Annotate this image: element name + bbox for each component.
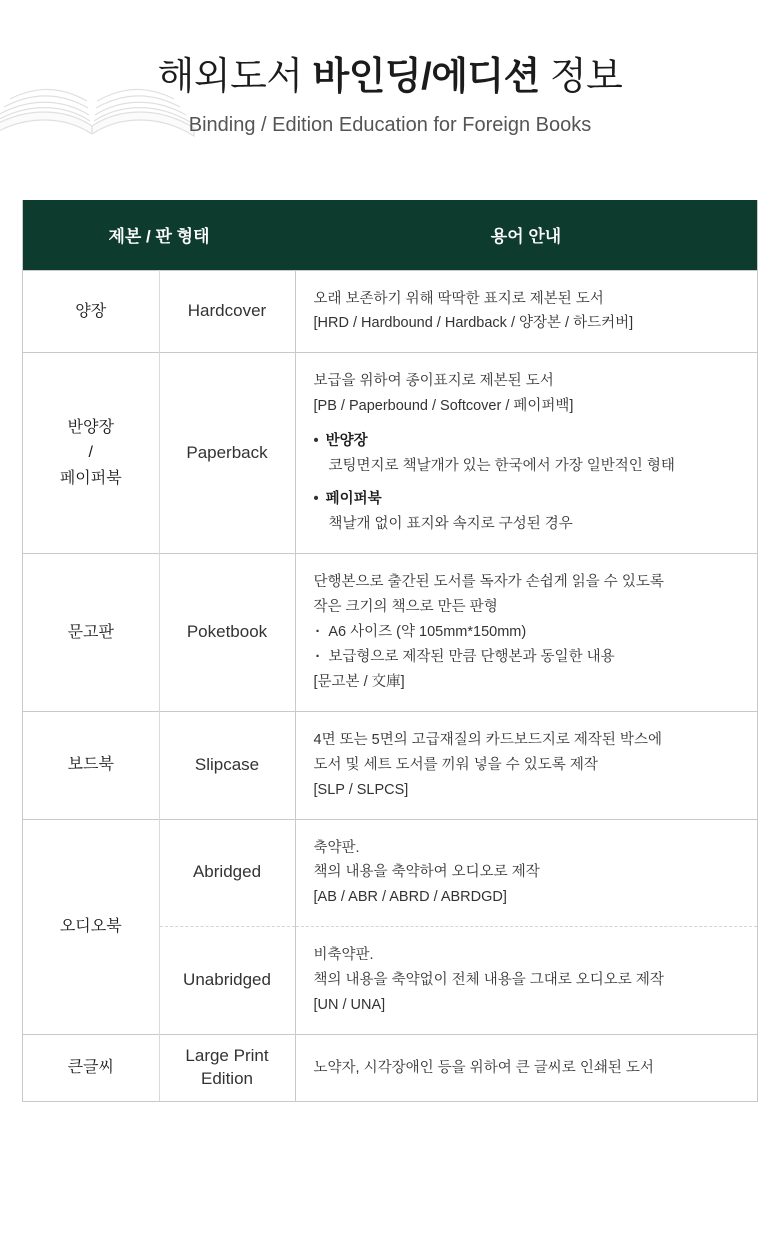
bullet-list (314, 429, 740, 537)
page-header (0, 0, 780, 190)
bullet-title: • 반양장 (314, 433, 368, 449)
description-line: [SLP / SLPCS] (313, 781, 409, 798)
description-line: [UN / UNA] (313, 997, 386, 1014)
table-head (23, 200, 757, 270)
description-line: 책의 내용을 축약하여 오디오로 제작 (313, 864, 540, 881)
description-line: 비축약판. (313, 947, 374, 964)
cell-english-term: Hardcover (159, 270, 295, 353)
cell-description (295, 353, 757, 554)
description-line: 보급을 위하여 종이표지로 제본된 도서 (313, 373, 554, 390)
cell-korean-term: 양장 (23, 270, 159, 353)
page-subtitle: Binding / Edition Education for Foreign Books (188, 113, 592, 136)
cell-description (295, 927, 757, 1035)
description-bullet: · A6 사이즈 (약 105mm*150mm) (314, 620, 740, 645)
binding-table-container (22, 200, 758, 1102)
description-line: 도서 및 세트 도서를 끼워 넣을 수 있도록 제작 (313, 756, 598, 773)
cell-korean-term: 반양장 / 페이퍼북 (23, 353, 159, 554)
description-line: 단행본으로 출간된 도서를 독자가 손쉽게 읽을 수 있도록 (313, 574, 664, 590)
table-row (23, 1035, 757, 1101)
description-line: 노약자, 시각장애인 등을 위하여 큰 글씨로 인쇄된 도서 (313, 1059, 654, 1076)
bullet-title: • 페이퍼북 (314, 491, 382, 507)
page-title-part3: 정보 (539, 56, 623, 98)
description-line: [AB / ABR / ABRD / ABRDGD] (313, 889, 507, 906)
page-title (0, 56, 780, 100)
table-row (23, 554, 757, 712)
cell-description (295, 819, 757, 927)
binding-table (23, 200, 757, 1101)
bullet-item (314, 429, 740, 479)
cell-description (295, 711, 757, 819)
cell-korean-term: 보드북 (23, 711, 159, 819)
description-line: 축약판. (313, 839, 360, 856)
table-row (23, 711, 757, 819)
cell-english-term: Abridged (159, 819, 295, 927)
cell-description (295, 270, 757, 353)
header-cell-terms: 용어 안내 (295, 200, 757, 270)
bullet-item (314, 487, 740, 537)
description-line: 작은 크기의 책으로 만든 판형 (313, 598, 498, 615)
header-text-block (0, 0, 780, 137)
description-line: 오래 보존하기 위해 딱딱한 표지로 제본된 도서 (313, 290, 604, 307)
cell-english-term: Slipcase (159, 711, 295, 819)
cell-korean-term: 문고판 (23, 554, 159, 712)
description-line: 4면 또는 5면의 고급재질의 카드보드지로 제작된 박스에 (313, 731, 662, 748)
description-line: [HRD / Hardbound / Hardback / 양장본 / 하드커버] (313, 315, 634, 332)
bullet-description: 책날개 없이 표지와 속지로 구성된 경우 (328, 516, 573, 533)
cell-korean-term: 오디오북 (23, 819, 159, 1035)
table-body (23, 270, 757, 1101)
cell-description (295, 1035, 757, 1101)
table-row (23, 270, 757, 353)
page-title-part1: 해외도서 (157, 56, 313, 98)
table-row (23, 819, 757, 927)
description-line: [PB / Paperbound / Softcover / 페이퍼백] (313, 398, 574, 415)
description-line: [문고본 / 文庫] (313, 673, 405, 690)
page-title-part2: 바인딩/에디션 (312, 56, 540, 98)
cell-english-term: Unabridged (159, 927, 295, 1035)
bullet-description: 코팅면지로 책날개가 있는 한국에서 가장 일반적인 형태 (328, 458, 675, 475)
description-bullet: · 보급형으로 제작된 만큼 단행본과 동일한 내용 (314, 645, 740, 670)
description-line: 책의 내용을 축약없이 전체 내용을 그대로 오디오로 제작 (313, 972, 664, 989)
cell-description (295, 554, 757, 712)
cell-english-term: Poketbook (159, 554, 295, 712)
table-row (23, 353, 757, 554)
cell-english-term: Paperback (159, 353, 295, 554)
cell-korean-term: 큰글씨 (23, 1035, 159, 1101)
header-cell-form: 제본 / 판 형태 (23, 200, 295, 270)
cell-english-term: Large Print Edition (159, 1035, 295, 1101)
table-header-row (23, 200, 757, 270)
